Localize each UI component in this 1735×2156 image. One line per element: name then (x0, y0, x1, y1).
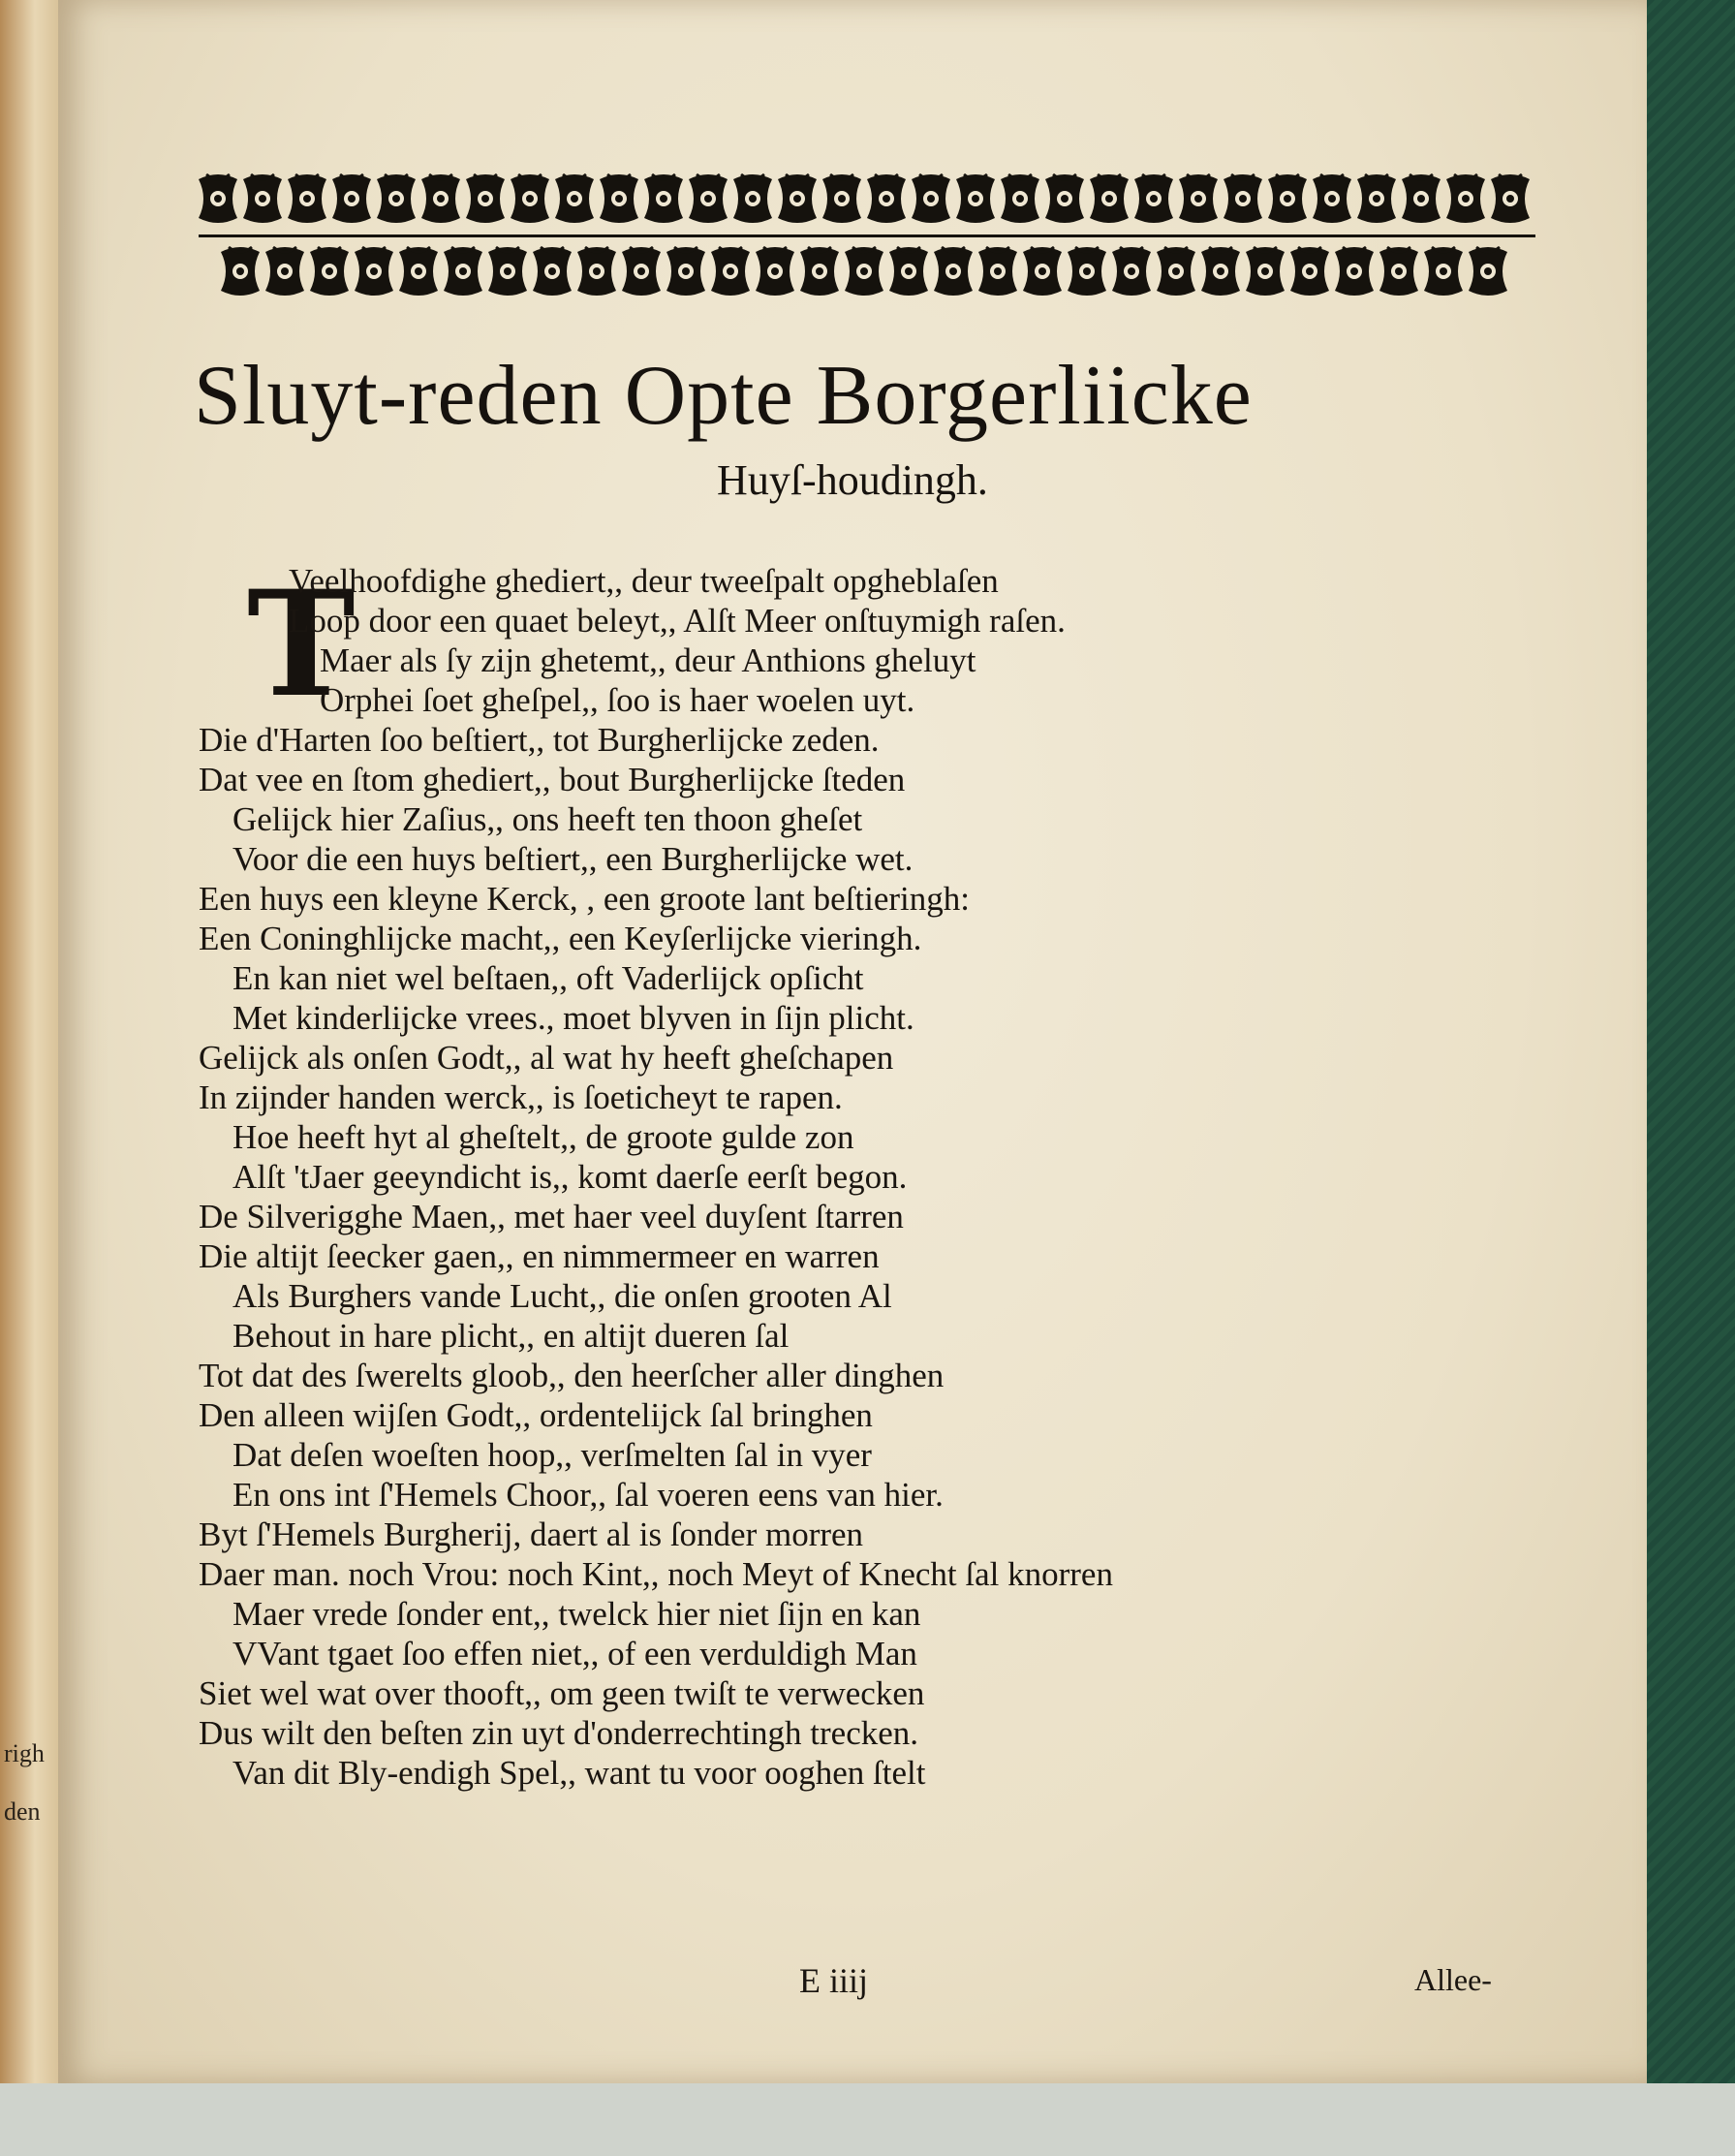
poem-line: In zijnder handen werck,, is ſoeticheyt te rapen. (199, 1078, 843, 1116)
poem-line: Den alleen wijſen Godt,, ordentelijck ſal bringhen (199, 1396, 873, 1434)
decorative-ornament-band (199, 165, 1535, 310)
poem-line: Met kinderlijcke vrees., moet blyven in ſijn plicht. (232, 999, 914, 1037)
poem-line: Veelhoofdighe ghediert,, deur tweeſpalt opgheblaſen (289, 562, 999, 600)
poem-line: Alſt 'tJaer geeyndicht is,, komt daerſe eerſt begon. (232, 1158, 908, 1196)
poem-line: De Silverigghe Maen,, met haer veel duyſent ſtarren (199, 1198, 904, 1235)
poem-line: Maer vrede ſonder ent,, twelck hier niet ſijn en kan (232, 1595, 921, 1633)
poem-line: Dat deſen woeſten hoop,, verſmelten ſal in vyer (232, 1436, 872, 1474)
poem-line: En kan niet wel beſtaen,, oft Vaderlijck opſicht (232, 959, 864, 997)
poem-line: Een huys een kleyne Kerck, , een groote lant beſtieringh: (199, 880, 970, 918)
book-cover-edge (1647, 0, 1735, 2156)
signature-mark: E iiij (799, 1961, 868, 2000)
poem-line: Siet wel wat over thooft,, om geen twiſt te verwecken (199, 1674, 925, 1712)
book-page (58, 0, 1647, 2083)
poem-line: Een Coninghlijcke macht,, een Keyſerlijcke vieringh. (199, 920, 922, 957)
page-title: Sluyt-reden Opte Borgerliicke (194, 349, 1253, 443)
book-bottom-edge (0, 2083, 1735, 2156)
poem-line: Behout in hare plicht,, en altijt dueren ſal (232, 1317, 790, 1355)
poem-line: Die altijt ſeecker gaen,, en nimmermeer en warren (199, 1237, 880, 1275)
poem-line: En ons int ſ'Hemels Choor,, ſal voeren eens van hier. (232, 1476, 944, 1514)
poem-line: Gelijck als onſen Godt,, al wat hy heeft gheſchapen (199, 1039, 894, 1077)
poem-line: Dus wilt den beſten zin uyt d'onderrechtingh trecken. (199, 1714, 919, 1752)
previous-page-fragment: righ (4, 1739, 45, 1767)
poem-line: Orphei ſoet gheſpel,, ſoo is haer woelen uyt. (320, 681, 915, 719)
poem-line: Hoe heeft hyt al gheſtelt,, de groote gulde zon (232, 1118, 854, 1156)
catchword: Allee- (1414, 1962, 1492, 1997)
poem-line: Loop door een quaet beleyt,, Alſt Meer onſtuymigh raſen. (289, 602, 1066, 640)
ornament-row-bottom (221, 247, 1507, 296)
ornament-row-top (199, 174, 1530, 223)
page-subtitle: Huyſ-houdingh. (717, 456, 988, 504)
poem-line: Daer man. noch Vrou: noch Kint,, noch Meyt of Knecht ſal knorren (199, 1555, 1113, 1593)
poem-line: Maer als ſy zijn ghetemt,, deur Anthions gheluyt (320, 641, 976, 679)
previous-page-edge (0, 0, 58, 2156)
poem-line: Byt ſ'Hemels Burgherij, daert al is ſonder morren (199, 1515, 864, 1553)
poem-line: Gelijck hier Zaſius,, ons heeft ten thoon gheſet (232, 800, 863, 838)
poem-line: VVant tgaet ſoo effen niet,, of een verduldigh Man (232, 1635, 917, 1672)
poem-line: Als Burghers vande Lucht,, die onſen grooten Al (232, 1277, 892, 1315)
previous-page-fragment: den (4, 1797, 41, 1826)
poem-line: Dat vee en ſtom ghediert,, bout Burgherlijcke ſteden (199, 761, 906, 798)
poem-line: Tot dat des ſwerelts gloob,, den heerſcher aller dinghen (199, 1357, 945, 1394)
poem-line: Voor die een huys beſtiert,, een Burgherlijcke wet. (232, 840, 914, 878)
poem-line: Van dit Bly-endigh Spel,, want tu voor ooghen ſtelt (232, 1754, 926, 1792)
drop-cap-initial: T (247, 559, 356, 730)
poem-line: Die d'Harten ſoo beſtiert,, tot Burgherlijcke zeden. (199, 721, 880, 759)
